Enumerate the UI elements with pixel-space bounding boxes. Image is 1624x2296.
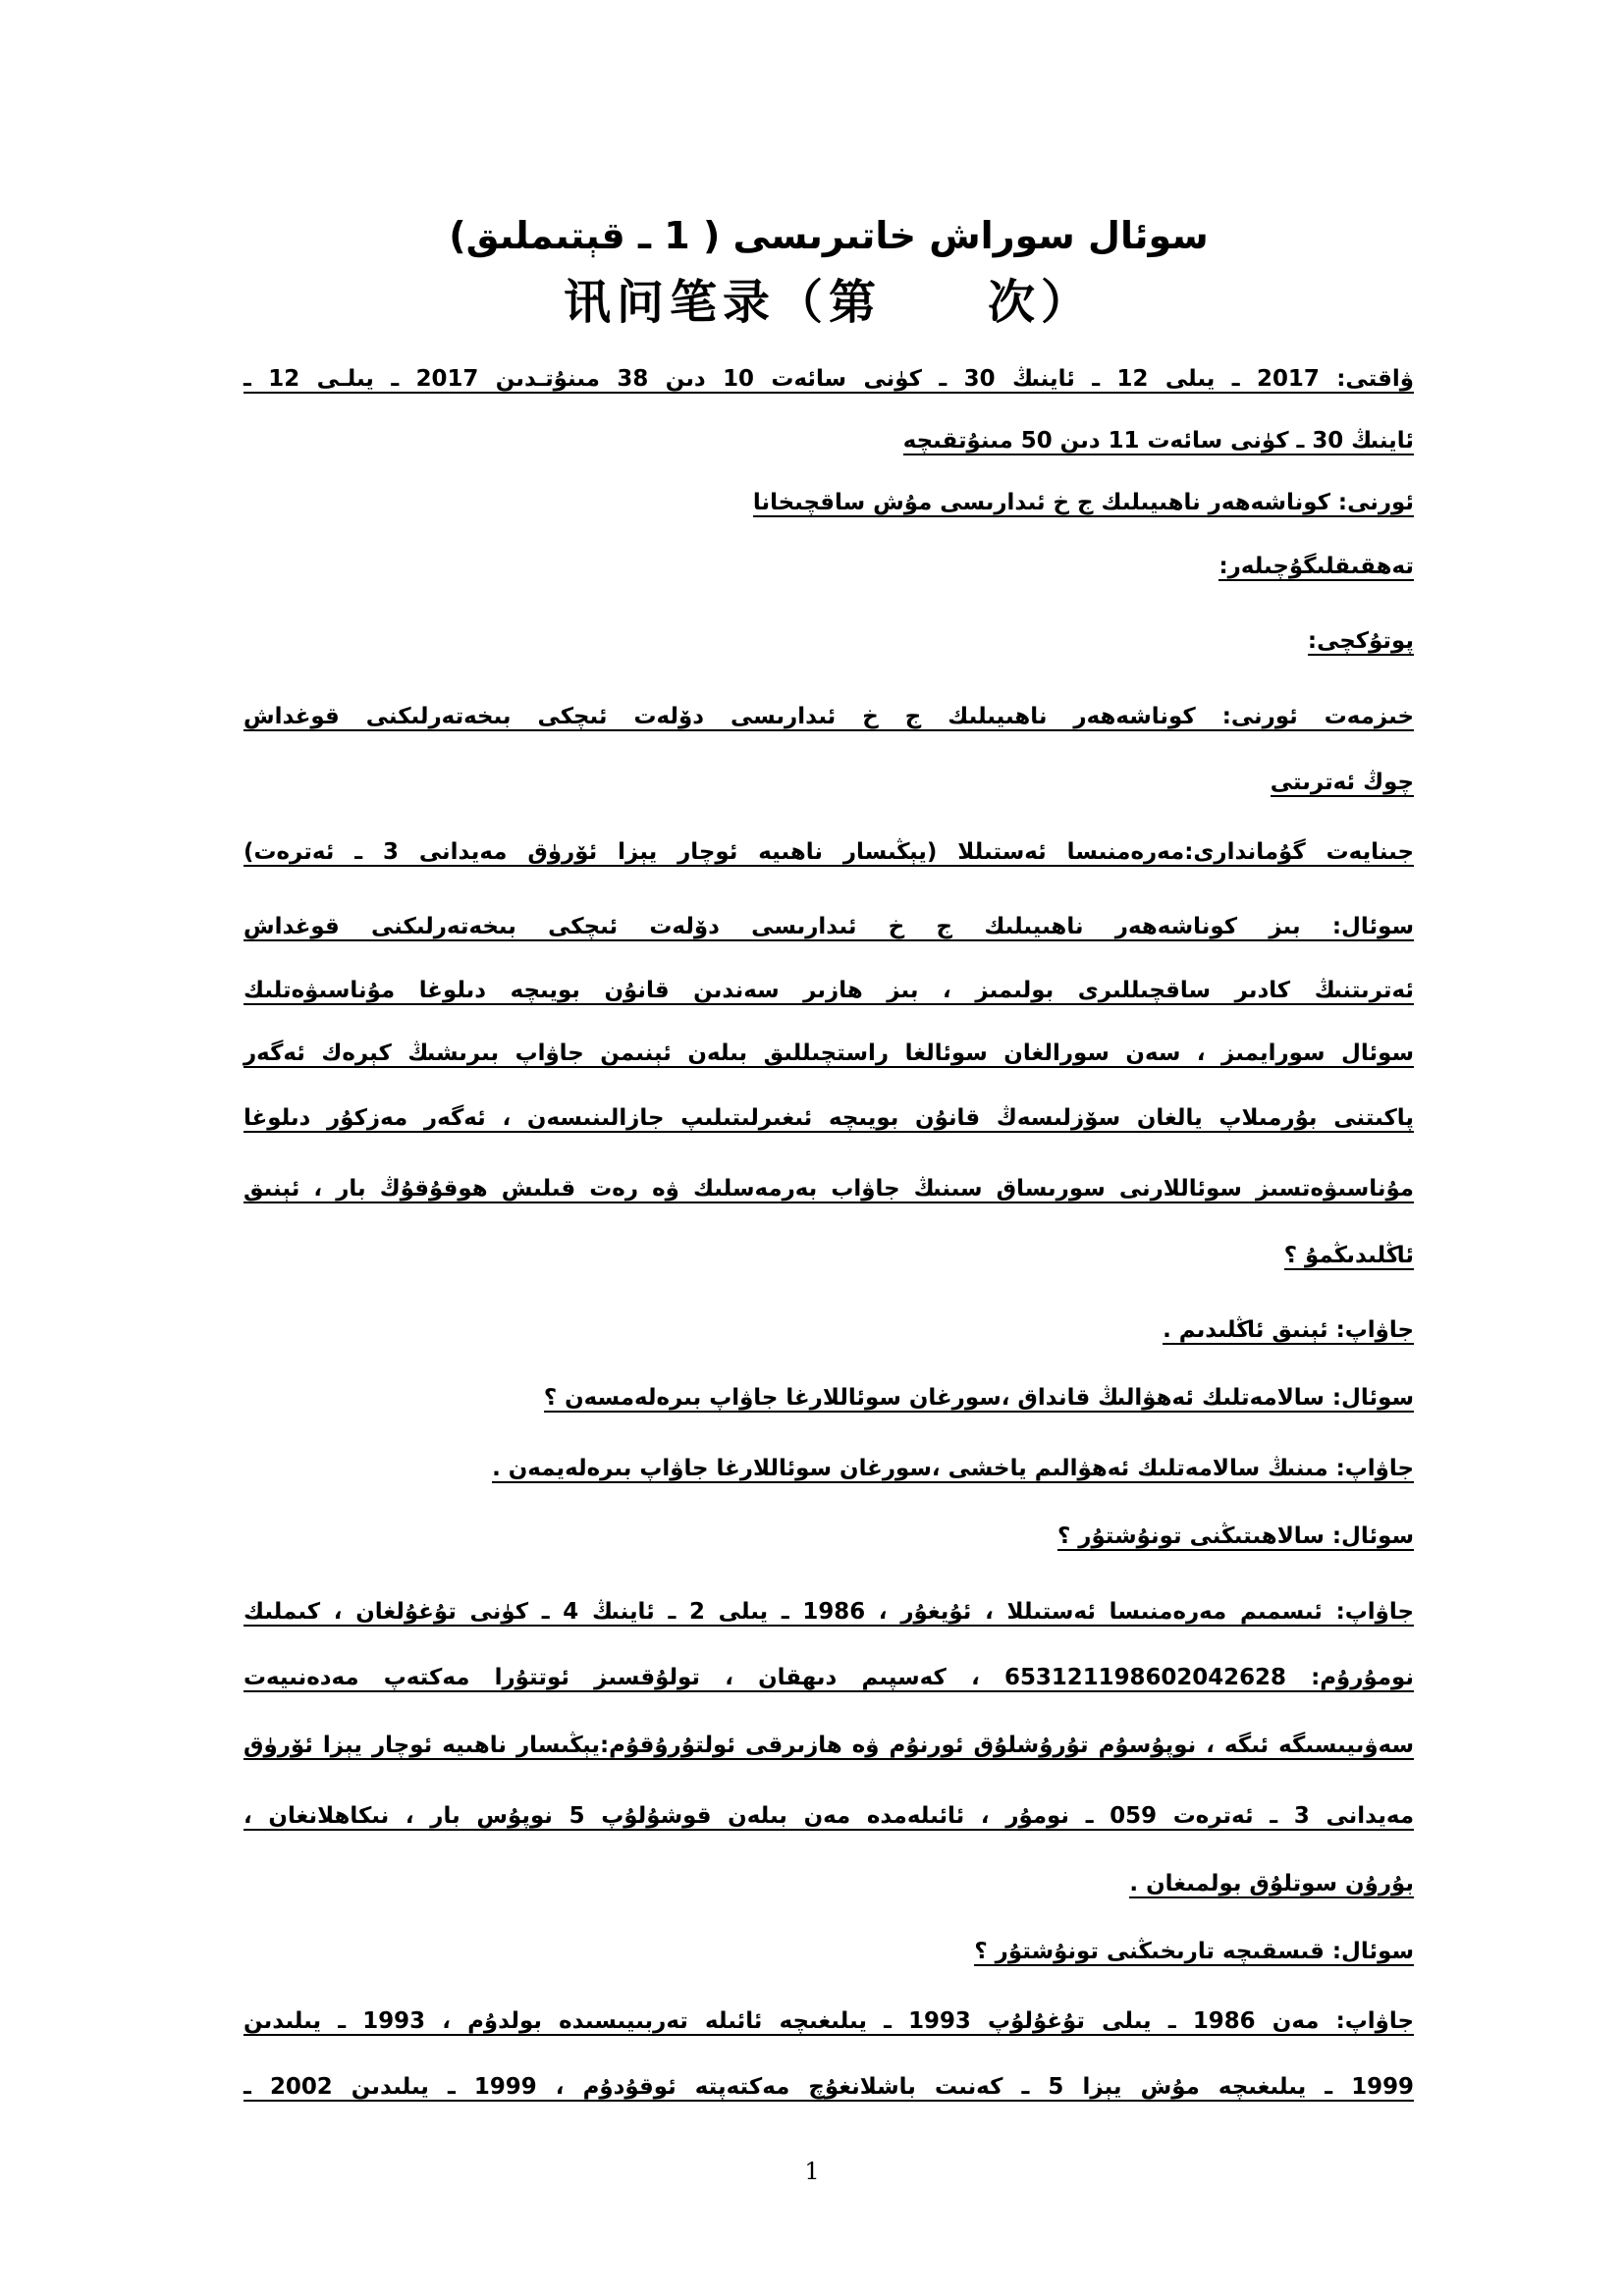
line-text: چوڭ ئەترىتى <box>1270 769 1414 795</box>
answer-line <box>244 1440 1414 1499</box>
line-text: پاكىتنى بۇرمىلاپ يالغان سۆزلىسەڭ قانۇن بويىچە ئىغىرلىتىلىپ جازالىنىسەن ، ئەگەر مەزكۇر دىلوغا <box>244 1104 1414 1131</box>
line-text: ئاينىڭ 30 ـ كۈنى سائەت 11 دىن 50 مىنۇتقىچە <box>902 427 1414 454</box>
line-text: كوناشەھەر ناھىيىلىك ج خ ئىدارىسى دۆلەت ئىچكى بىخەتەرلىكنى قوغداش <box>244 703 1196 729</box>
line-text: سالاھىتىڭنى تونۇشتۇر ؟ <box>1057 1522 1325 1549</box>
question-line-continued <box>244 1160 1414 1219</box>
line-content <box>903 428 1414 455</box>
line-text: 2017 ـ يىلى 12 ـ ئاينىڭ 30 ـ كۈنى سائەت 10 دىن 38 مىنۇتـدىن 2017 ـ يىلـى 12 ـ <box>244 365 1320 392</box>
line-content <box>1218 554 1414 581</box>
field-label: پوتۇكچى: <box>1307 627 1414 654</box>
line-text: مەن 1986 ـ يىلى تۇغۇلۇپ 1993 ـ يىلىغىچە ئائىلە تەربىيىسىدە بولدۇم ، 1993 ـ يىلىدىن <box>244 2007 1320 2034</box>
question-line-continued <box>244 962 1414 1021</box>
line-text: سەۋىيىسىگە ئىگە ، نوپۇسۇم تۇرۇشلۇق ئورنۇم ۋە ھازىرقى ئولتۇرۇقۇم:يېڭىسار ناھىيە ئوچار يېزا ئۆرۈق <box>244 1732 1414 1758</box>
line-text: ئاڭلىدىڭمۇ ؟ <box>1283 1242 1414 1268</box>
question-label: سوئال: <box>1331 1938 1414 1964</box>
line-content <box>1129 1871 1414 1898</box>
line-content <box>244 1733 1414 1760</box>
document-title: سوئال سوراش خاتىرىسى ( 1 ـ قېتىملىق) <box>449 214 1209 257</box>
answer-label: جاۋاپ: <box>1335 1455 1414 1481</box>
question-line-continued <box>244 1025 1414 1084</box>
line-text: سالامەتلىك ئەھۋالىڭ قانداق ،سورغان سوئاللارغا جاۋاپ بىرەلەمسەن ؟ <box>543 1384 1325 1411</box>
line-content <box>244 2074 1414 2102</box>
line-content <box>1308 628 1414 656</box>
line-text: 1999 ـ يىلىغىچە مۇش يېزا 5 ـ كەنىت باشلانغۇچ مەكتەپتە ئوقۇدۇم ، 1999 ـ يىلىدىن 2002 ـ <box>244 2073 1414 2100</box>
line-text: مەيدانى 3 ـ ئەترەت 059 ـ نومۇر ، ئائىلەمدە مەن بىلەن قوشۇلۇپ 5 نوپۇس بار ، نىكاھلانغان ، <box>244 1802 1415 1829</box>
answer-label: جاۋاپ: <box>1335 1316 1414 1343</box>
answer-line-continued <box>244 1649 1414 1708</box>
line-content <box>492 1456 1414 1483</box>
line-content <box>244 2008 1414 2036</box>
question-label: سوئال: <box>1331 913 1414 939</box>
line-text: مەرەمنىسا ئەستىللا (يېڭىسار ناھىيە ئوچار يېزا ئۆرۈق مەيدانى 3 ـ ئەترەت) <box>244 838 1185 865</box>
line-content <box>544 1385 1414 1413</box>
line-content <box>244 1105 1414 1133</box>
answer-line-continued <box>244 2058 1414 2117</box>
work-unit-line <box>244 688 1414 747</box>
line-content <box>974 1939 1414 1966</box>
answer-line-continued <box>244 1788 1414 1846</box>
line-content <box>1284 1243 1414 1270</box>
line-text: بىز كوناشەھەر ناھىيىلىك ج خ ئىدارىسى دۆلەت ئىچكى بىخەتەرلىكنى قوغداش <box>244 913 1301 939</box>
record-body <box>244 0 1414 2160</box>
line-content <box>1057 1523 1414 1551</box>
work-unit-line-continued <box>244 754 1414 813</box>
line-content <box>244 704 1414 731</box>
answer-label: جاۋاپ: <box>1335 1598 1414 1625</box>
page-number: 1 <box>804 2158 820 2185</box>
line-text: قىسقىچە تارىخىڭنى تونۇشتۇر ؟ <box>974 1938 1325 1964</box>
line-content <box>244 914 1414 941</box>
question-line <box>244 898 1414 957</box>
line-content <box>244 1665 1414 1692</box>
field-label: ئورنى: <box>1337 489 1414 515</box>
question-label: سوئال: <box>1331 1522 1414 1549</box>
field-label: خىزمەت ئورنى: <box>1221 703 1414 729</box>
line-text: بۇرۇن سوتلۇق بولمىغان . <box>1129 1870 1414 1896</box>
field-label: جىنايەت گۇماندارى: <box>1184 838 1414 865</box>
question-line-continued <box>244 1090 1414 1148</box>
question-label: سوئال: <box>1331 1384 1414 1411</box>
line-content <box>1271 770 1414 797</box>
question-line <box>244 1923 1414 1982</box>
line-text: مۇناسىۋەتسىز سوئاللارنى سورىساق سىنىڭ جاۋاب بەرمەسلىك ۋە رەت قىلىش ھوقۇقۇڭ بار ، ئېنىق <box>244 1175 1414 1201</box>
line-content <box>244 839 1414 867</box>
time-line <box>244 350 1414 409</box>
time-line-continued <box>244 412 1414 471</box>
answer-line <box>244 1993 1414 2052</box>
answer-line-continued <box>244 1717 1414 1776</box>
line-text: نومۇرۇم: 653121198602042628 ، كەسپىم دىھقان ، تولۇقسىز ئوتتۇرا مەكتەپ مەدەنىيەت <box>244 1664 1414 1690</box>
line-text: ئىسمىم مەرەمنىسا ئەستىللا ، ئۇيغۇر ، 1986 ـ يىلى 2 ـ ئاينىڭ 4 ـ كۈنى تۇغۇلغان ، كىملىك <box>244 1598 1323 1625</box>
interrogators-line <box>244 538 1414 597</box>
line-content <box>1163 1317 1414 1345</box>
answer-line <box>244 1583 1414 1642</box>
answer-line-continued <box>244 1855 1414 1914</box>
line-text: كوناشەھەر ناھىيىلىك ج خ ئىدارىسى مۇش ساقچىخانا <box>752 489 1330 515</box>
suspect-line <box>244 824 1414 882</box>
answer-line <box>244 1302 1414 1361</box>
line-content <box>244 1176 1414 1203</box>
document-title-zh: 讯问笔录（第 次） <box>563 275 1094 330</box>
location-line <box>244 474 1414 533</box>
recorder-line <box>244 613 1414 671</box>
line-content <box>244 1599 1414 1627</box>
line-content <box>244 978 1414 1005</box>
question-line-continued <box>244 1227 1414 1286</box>
question-line <box>244 1369 1414 1428</box>
line-text: ئەترىتنىڭ كادىر ساقچىللىرى بولىمىز ، بىز ھازىر سەندىن قانۇن بويىچە دىلوغا مۇناسىۋەتلىك <box>244 977 1414 1003</box>
field-label: ۋاقتى: <box>1336 365 1415 392</box>
line-content <box>244 1041 1414 1068</box>
line-text: ئېنىق ئاڭلىدىم . <box>1163 1316 1328 1343</box>
question-line <box>244 1508 1414 1567</box>
answer-label: جاۋاپ: <box>1335 2007 1414 2034</box>
line-content <box>244 366 1414 394</box>
line-text: سوئال سورايمىز ، سەن سورالغان سوئالغا راستچىللىق بىلەن ئېنىمن جاۋاپ بىرىشىڭ كېرەك ئەگەر <box>244 1040 1414 1066</box>
line-text: مىنىڭ سالامەتلىك ئەھۋالىم ياخشى ،سورغان سوئاللارغا جاۋاپ بىرەلەيمەن . <box>492 1455 1328 1481</box>
field-label: تەھقىقلىگۇچىلەر: <box>1218 553 1414 579</box>
line-content <box>244 1803 1414 1831</box>
line-content <box>753 490 1414 517</box>
